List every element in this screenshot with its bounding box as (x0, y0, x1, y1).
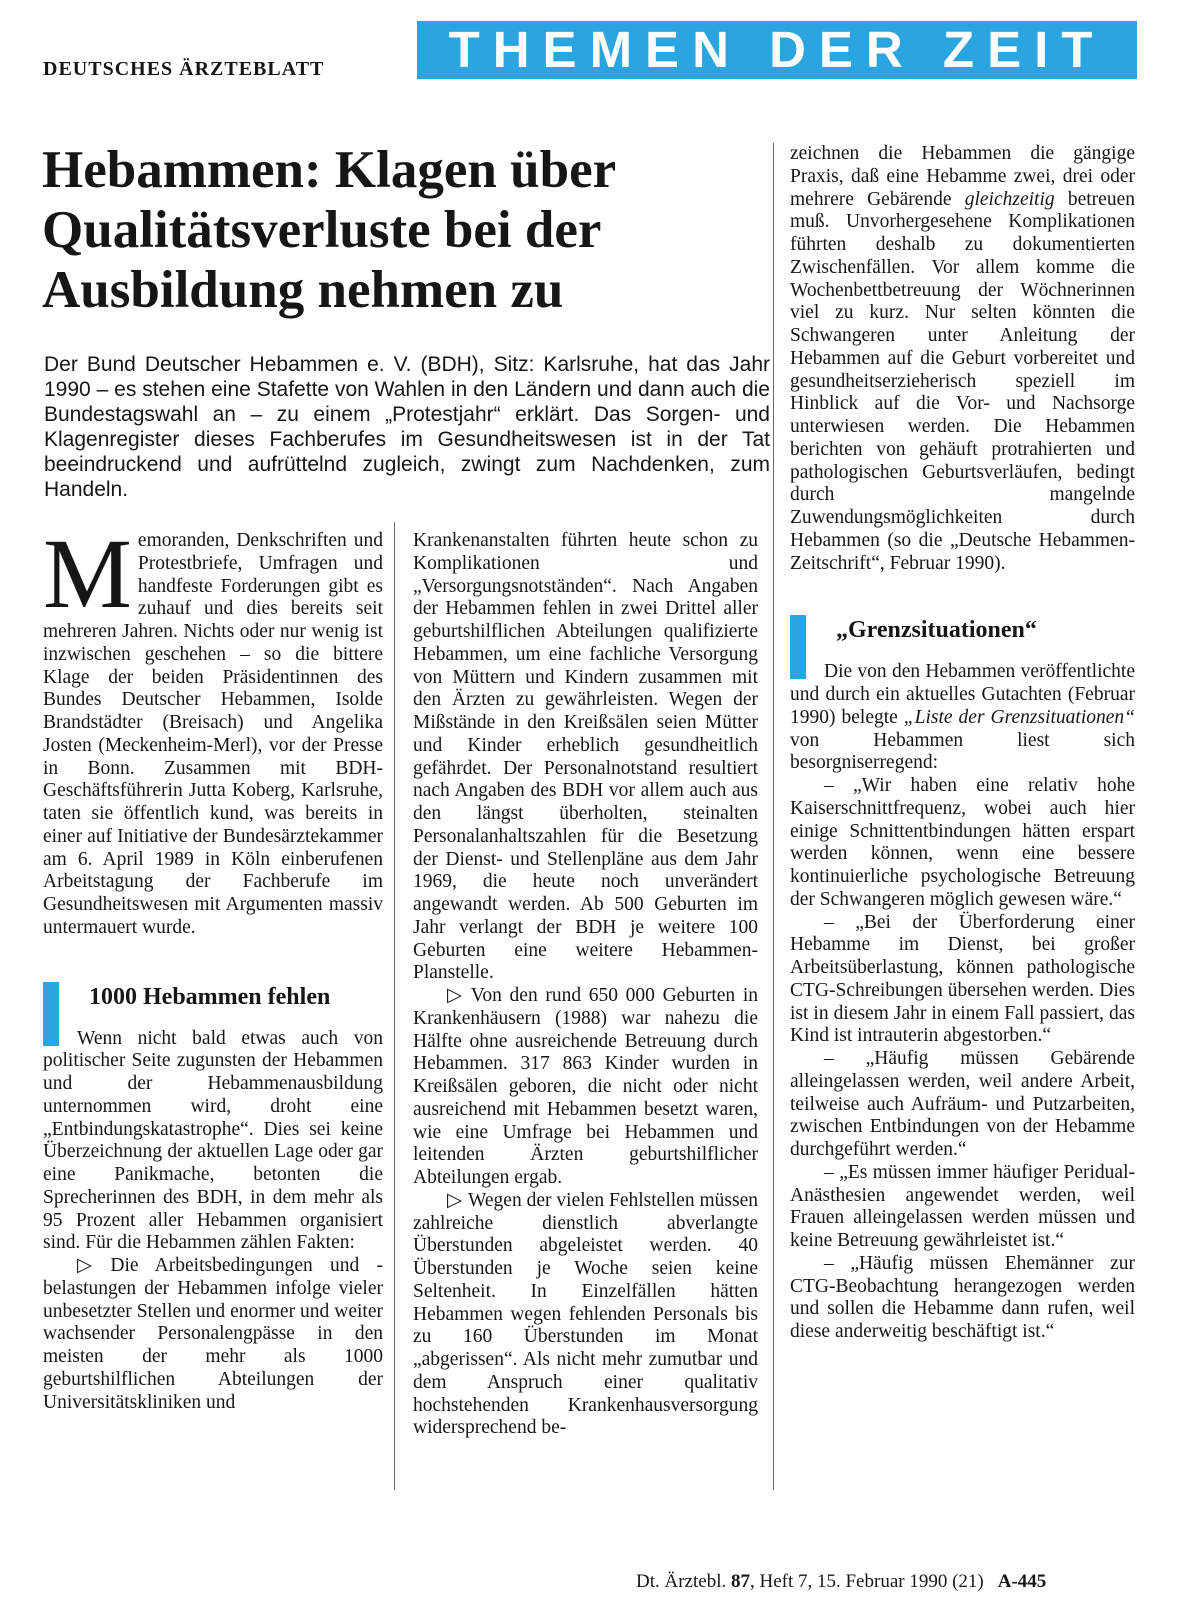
column-divider (773, 143, 774, 1490)
headline (42, 140, 772, 320)
section-title: „Grenzsituationen“ (836, 617, 1037, 644)
section-heading (790, 615, 1135, 679)
paragraph-text: zeichnen die Hebammen die gängige Praxis, daß eine Hebamme zwei, drei oder mehrere Gebärende (790, 143, 1135, 210)
footer-citation: Dt. Ärztebl. (636, 1571, 731, 1592)
paragraph-text: betreuen muß. Unvorhergesehene Komplikationen führten deshalb zu dokumentierten Zwischenfällen. Vor allem komme die Wochenbettbetreuung der Wöchnerinnen viel zu kurz. Nur selten könnten die Schwangeren unter Anleitung der Hebammen auf die Geburt vorbereitet und gesundheitserzieherisch speziell im Hinblick auf die Vor- und Nachsorge unterwiesen werden. Die Hebammen berichten von gehäuft protrahierten und pathologischen Geburtsverläufen, bedingt durch mangelnde Zuwendungsmöglichkeiten durch Hebammen (so die „Deutsche Hebammen-Zeitschrift“, Februar 1990). (790, 188, 1135, 574)
intro-text: emoranden, Denkschriften und Protestbriefe, Umfragen und handfeste Forderungen gibt es zuhauf und dies bereits seit mehreren Jahren. Nichts oder nur wenig ist inzwischen geschehen – so die bittere Klage der beiden Präsidentinnen des Bundes Deutscher Hebammen, Isolde Brandstädter (Breisach) und Angelika Josten (Meckenheim-Merl), vor der Presse in Bonn. Zusammen mit BDH-Geschäftsführerin Jutta Koberg, Karlsruhe, taten sie öffentlich kund, was bereits in einer auf Initiative der Bundesärztekammer am 6. April 1989 in Köln einberufenen Arbeitstagung der Fachberufe im Gesundheitswesen mit Argumenten massiv untermauert wurde. (43, 530, 383, 938)
emphasis-text: gleichzeitig (964, 188, 1055, 210)
section-marker-bar (790, 615, 806, 679)
page-footer (636, 1571, 1046, 1593)
column-2 (413, 530, 758, 1440)
column-3 (790, 143, 1135, 1344)
footer-issue: , Heft 7, 15. Februar 1990 (21) (749, 1571, 984, 1592)
emphasis-text: „Liste der Grenzsituationen“ (903, 706, 1136, 728)
body-paragraph: Krankenanstalten führten heute schon zu Komplikationen und „Versorgungsnotständen“. Nach Angaben der Hebammen fehlen in zwei Drittel aller geburtshilflichen Abteilungen qualifizierte Hebammen, um eine fachliche Versorgung von Müttern und Kindern zusammen mit den Ärzten zu gewährleisten. Wegen der Mißstände in den Kreißsälen seien Mütter und Kinder erheblich gesundheitlich gefährdet. Der Personalnotstand resultiert nach Angaben des BDH vor allem auch aus den längst überholten, steinalten Personalanhaltszahlen für die Besetzung der Dienst- und Stellenpläne aus dem Jahr 1969, die heute noch unverändert angewandt werden. Ab 500 Geburten im Jahr verlangt der BDH je weitere 100 Geburten eine weitere Hebammen-Planstelle. (413, 530, 758, 984)
paragraph-text: Von den rund 650 000 Geburten in Krankenhäusern (1988) war nahezu die Hälfte ohne ausreichende Betreuung durch Hebammen. 317 863 Kinder wurden in Kreißsälen geboren, die nicht oder nicht ausreichend mit Hebammen besetzt waren, wie eine Umfrage bei Hebammen und leitenden Ärzten geburtshilflicher Abteilungen ergab. (413, 985, 758, 1188)
quote-paragraph: – „Bei der Überforderung einer Hebamme im Dienst, bei großer Arbeitsüberlastung, können pathologische CTG-Schreibungen übersehen werden. Dies ist in diesem Jahr in einem Fall passiert, das Kind ist intrauterin abgestorben.“ (790, 911, 1135, 1047)
section-banner: THEMEN DER ZEIT (417, 21, 1137, 79)
column-1 (43, 518, 383, 1414)
quote-paragraph: – „Wir haben eine relativ hohe Kaiserschnittfrequenz, wobei auch hier einige Schnittentbindungen hätten erspart werden können, wenn eine bessere kontinuierliche psychologische Betreuung der Schwangeren möglich gewesen wäre.“ (790, 775, 1135, 910)
headline-line-3: Ausbildung nehmen zu (42, 261, 564, 319)
body-paragraph (43, 1255, 383, 1414)
paragraph-text: Die von den Hebammen veröffentlichte und durch ein aktuelles Gutachten (Februar 1990) belegte (790, 661, 1135, 728)
paragraph-text: von Hebammen liest sich besorgniserregend: (790, 729, 1135, 774)
intro-paragraph (43, 518, 383, 940)
body-paragraph (413, 1190, 758, 1440)
paragraph-text: Die Arbeitsbedingungen und -belastungen der Hebammen infolge vieler unbesetzter Stellen und enormer und weiter wachsender Personalengpässe in den meisten der mehr als 1000 geburtshilflichen Abteilungen der Universitätskliniken und (43, 1255, 383, 1413)
dropcap: M (43, 518, 132, 629)
page-number: A-445 (997, 1571, 1047, 1592)
quote-paragraph: – „Häufig müssen Gebärende alleingelassen werden, weil andere Arbeit, teilweise auch Aufräum- und Putzarbeiten, zwischen Entbindungen von der Hebamme durchgeführt werden.“ (790, 1048, 1135, 1160)
section-marker-bar (43, 982, 59, 1046)
quote-paragraph: – „Es müssen immer häufiger Peridual-Anästhesien angewendet werden, weil Frauen alleingelassen werden müssen und keine Betreuung gewährleistet ist.“ (790, 1161, 1135, 1251)
journal-name: DEUTSCHES ÄRZTEBLATT (43, 58, 325, 80)
triangle-bullet-icon: ▷ (447, 1189, 463, 1211)
body-paragraph: Wenn nicht bald etwas auch von politischer Seite zugunsten der Hebammen und der Hebammenausbildung unternommen wird, droht eine „Entbindungskatastrophe“. Dies sei keine Überzeichnung der aktuellen Lage oder gar eine Panikmache, betonten die Sprecherinnen des BDH, in dem mehr als 95 Prozent aller Hebammen organisiert sind. Für die Hebammen zählen Fakten: (43, 1027, 383, 1254)
column-divider (394, 522, 395, 1490)
triangle-bullet-icon: ▷ (447, 985, 465, 1006)
quote-paragraph: – „Häufig müssen Ehemänner zur CTG-Beobachtung herangezogen werden und sollen die Hebamme dann rufen, weil diese anderweitig beschäftigt ist.“ (790, 1252, 1135, 1342)
body-paragraph (413, 985, 758, 1190)
body-paragraph (790, 143, 1135, 575)
lead-paragraph: Der Bund Deutscher Hebammen e. V. (BDH), Sitz: Karlsruhe, hat das Jahr 1990 – es stehen eine Stafette von Wahlen in den Ländern und dann auch die Bundestagswahl an – zu einem „Protestjahr“ erklärt. Das Sorgen- und Klagenregister dieses Fachberufes im Gesundheitswesen ist in der Tat beeindruckend und aufrüttelnd zugleich, zwingt zum Nachdenken, zum Handeln. (44, 353, 770, 501)
section-heading (43, 982, 383, 1046)
headline-line-1: Hebammen: Klagen über (42, 141, 617, 199)
paragraph-text: Wegen der vielen Fehlstellen müssen zahlreiche dienstlich abverlangte Überstunden abgeleistet werden. 40 Überstunden je Woche seien keine Seltenheit. In Einzelfällen hätten Hebammen wegen fehlenden Personals bis zu 160 Überstunden im Monat „abgerissen“. Als nicht mehr zumutbar und dem Anspruch einer qualitativ hochstehenden Krankenhausversorgung widersprechend be- (413, 1189, 758, 1439)
triangle-bullet-icon: ▷ (77, 1255, 105, 1276)
footer-volume: 87 (730, 1571, 750, 1592)
headline-line-2: Qualitätsverluste bei der (42, 201, 602, 259)
section-title: 1000 Hebammen fehlen (89, 983, 331, 1010)
